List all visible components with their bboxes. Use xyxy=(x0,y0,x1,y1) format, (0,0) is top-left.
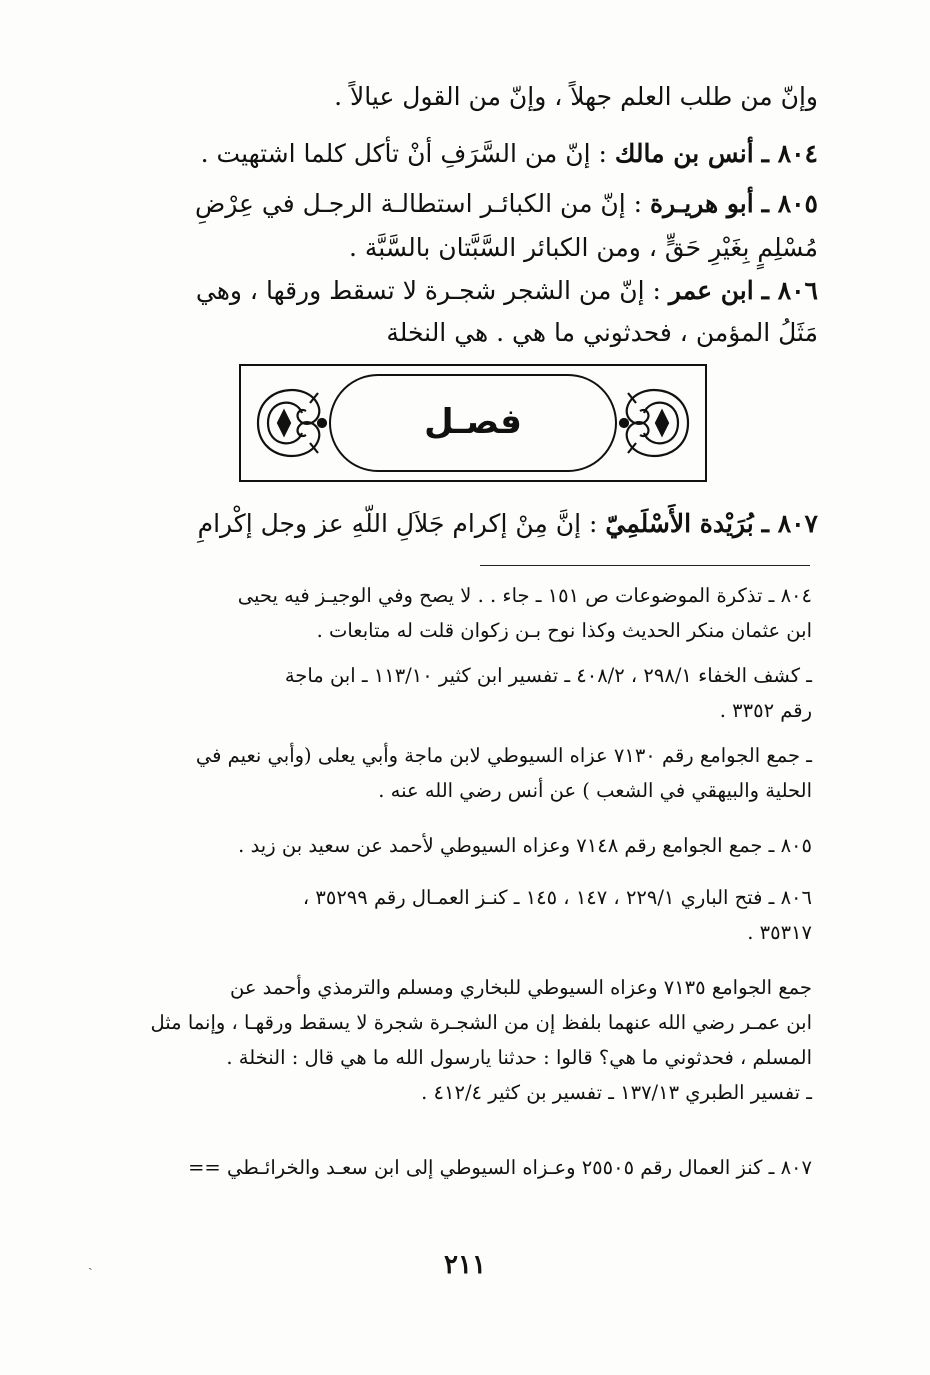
entry-806 xyxy=(118,272,818,352)
footnote-line: رقم ٣٣٥٢ . xyxy=(719,699,812,722)
section-banner xyxy=(238,363,708,483)
text-line: وإنّ من طلب العلم جهلاً ، وإنّ من القول عيالاً . xyxy=(334,82,818,111)
footnote-line: ٨٠٤ ـ تذكرة الموضوعات ص ١٥١ ـ جاء . . لا يصح وفي الوجيـز فيه يحيى xyxy=(237,584,812,607)
entry-number: ٨٠٧ ـ xyxy=(761,509,818,538)
stray-mark: ˎ xyxy=(88,1255,93,1271)
narrator-name: ابن عمر xyxy=(668,276,754,305)
entry-number: ٨٠٤ ـ xyxy=(761,139,818,168)
right-ornament-icon xyxy=(620,390,688,456)
entry-807 xyxy=(118,505,818,543)
footnote-805 xyxy=(122,828,812,863)
footnote-line: ابن عثمان منكر الحديث وكذا نوح بـن زكوان قلت له متابعات . xyxy=(316,619,812,642)
entry-number: ٨٠٦ ـ xyxy=(761,276,818,305)
narrator-name: بُرَيْدة الأَسْلَمِيّ xyxy=(605,509,754,538)
footnote-line: ٨٠٦ ـ فتح الباري ٢٢٩/١ ، ١٤٧ ، ١٤٥ ـ كنـز العمـال رقم ٣٥٢٩٩ ، xyxy=(302,886,812,909)
footnote-divider xyxy=(480,565,810,566)
hadith-text: مَثَلُ المؤمن ، فحدثوني ما هي . هي النخلة xyxy=(386,318,818,347)
footnote-807 xyxy=(122,1150,812,1185)
hadith-text: : إنّ من الشجر شجـرة لا تسقط ورقها ، وهي xyxy=(195,276,669,305)
entry-805 xyxy=(118,185,818,267)
hadith-text: : إنّ من السَّرَفِ أنْ تأكل كلما اشتهيت . xyxy=(200,139,615,168)
footnote-line: الحلية والبيهقي في الشعب ) عن أنس رضي الله عنه . xyxy=(378,779,812,802)
entry-number: ٨٠٥ ـ xyxy=(761,189,818,218)
footnote-line: ـ جمع الجوامع رقم ٧١٣٠ عزاه السيوطي لابن ماجة وأبي يعلى (وأبي نعيم في xyxy=(195,744,812,767)
footnote-line: ابن عمـر رضي الله عنهما بلفظ إن من الشجـرة شجرة لا يسقط ورقهـا ، وإنما مثل xyxy=(150,1011,812,1034)
left-ornament-icon xyxy=(258,390,326,456)
footnote-line: جمع الجوامع ٧١٣٥ وعزاه السيوطي للبخاري ومسلم والترمذي وأحمد عن xyxy=(229,976,812,999)
narrator-name: أبو هريـرة xyxy=(650,189,754,218)
section-title: فصـل xyxy=(424,402,522,442)
footnote-line: ـ تفسير الطبري ١٣٧/١٣ ـ تفسير بن كثير ٤١٢/٤ . xyxy=(421,1081,812,1104)
footnote-line: ٨٠٧ ـ كنز العمال رقم ٢٥٥٠٥ وعـزاه السيوطي إلى ابن سعـد والخرائـطي == xyxy=(188,1156,812,1179)
hadith-text: : إنّ من الكبائـر استطالـة الرجـل في عِرْضِ xyxy=(195,189,651,218)
narrator-name: أنس بن مالك xyxy=(614,139,754,168)
footnote-line: المسلم ، فحدثوني ما هي؟ قالوا : حدثنا يارسول الله ما هي قال : النخلة . xyxy=(226,1046,812,1069)
hadith-text: : إنَّ مِنْ إكرام جَلاَلِ اللّهِ عز وجل إكْرامِ xyxy=(197,509,606,538)
footnote-line: ٨٠٥ ـ جمع الجوامع رقم ٧١٤٨ وعزاه السيوطي لأحمد عن سعيد بن زيد . xyxy=(238,834,812,857)
footnote-line: ٣٥٣١٧ . xyxy=(747,921,812,944)
main-text xyxy=(118,78,818,116)
banner-frame xyxy=(238,363,708,483)
footnote-line: ـ كشف الخفاء ٢٩٨/١ ، ٤٠٨/٢ ـ تفسير ابن كثير ١١٣/١٠ ـ ابن ماجة xyxy=(284,664,812,687)
hadith-text: مُسْلِمٍ بِغَيْرِ حَقٍّ ، ومن الكبائر السَّبَّتان بالسَّبَّة . xyxy=(348,233,818,262)
page-number: ٢١١ xyxy=(444,1250,486,1280)
footnote-806 xyxy=(122,880,812,1110)
footnote-804 xyxy=(122,578,812,808)
entry-804 xyxy=(118,135,818,173)
